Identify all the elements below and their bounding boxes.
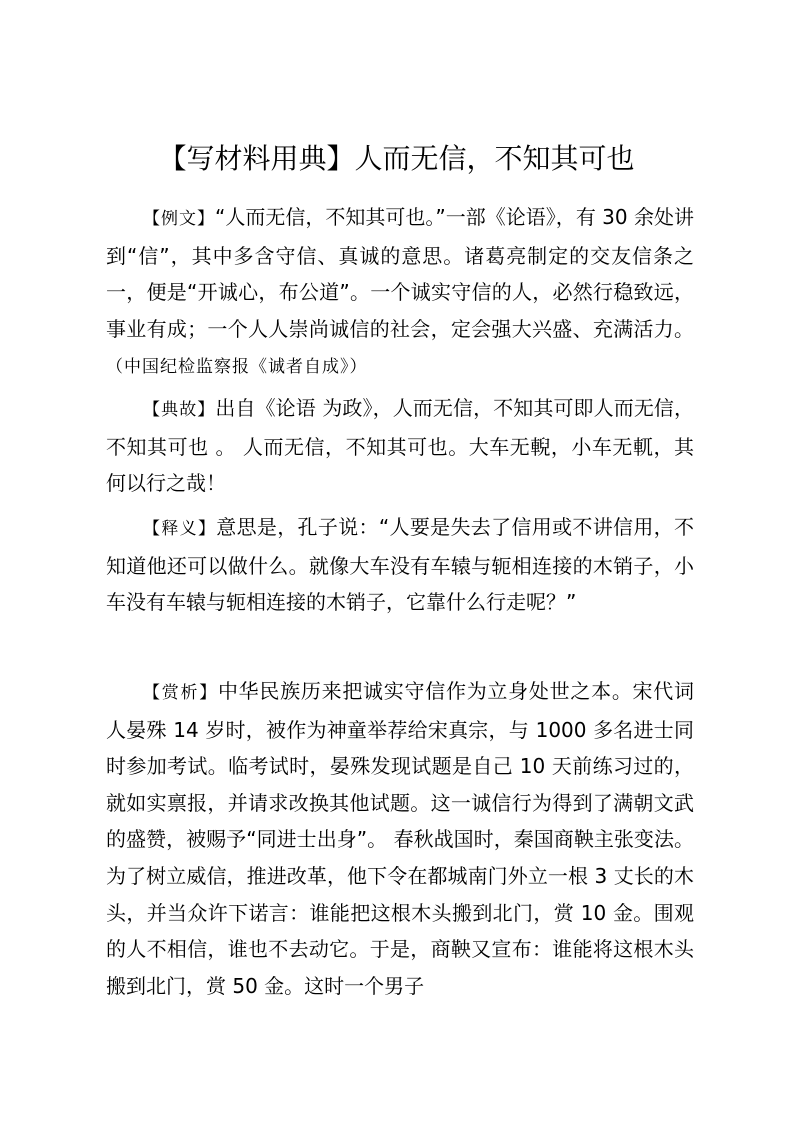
example-text: “人而无信，不知其可也。”一部《论语》，有 30 余处讲到“信”，其中多含守信、真诚的意思。诸葛亮制定的交友信条之一，便是“开诚心，布公道”。一个诚实守信的人，必然行稳致远，事业有成；一个人人崇尚诚信的社会，定会强大兴盛、充满活力。 (106, 205, 694, 341)
example-paragraph (106, 199, 694, 386)
allusion-paragraph (106, 390, 694, 502)
appreciation-text: 中华民族历来把诚实守信作为立身处世之本。宋代词人晏殊 14 岁时，被作为神童举荐给宋真宗，与 1000 多名进士同时参加考试。临考试时，晏殊发现试题是自己 10 天前练习过的，就如实禀报，并请求改换其他试题。这一诚信行为得到了满朝文武的盛赞，被赐予“同进士出身”。 春秋战国时，秦国商鞅主张变法。为了树立威信，推进改革，他下令在都城南门外立一根 3 丈长的木头，并当众许下诺言：谁能把这根木头搬到北门，赏 10 金。围观的人不相信，谁也不去动它。于是，商鞅又宣布：谁能将这根木头搬到北门，赏 50 金。这时一个男子 (106, 679, 695, 998)
allusion-text: 出自《论语 为政》，人而无信，不知其可即人而无信，不知其可也 。 人而无信，不知其可也。大车无輗，小车无軏，其何以行之哉！ (106, 396, 695, 496)
explanation-tag: 【释义】 (143, 519, 217, 539)
explanation-paragraph (106, 509, 694, 621)
example-tag: 【例文】 (143, 209, 216, 229)
page-title: 【写材料用典】人而无信，不知其可也 (158, 142, 635, 175)
example-source: （中国纪检监察报《诚者自成》） (106, 357, 368, 378)
allusion-tag: 【典故】 (143, 400, 216, 420)
explanation-text: 意思是，孔子说：“人要是失去了信用或不讲信用，不知道他还可以做什么。就像大车没有车辕与轭相连接的木销子，小车没有车辕与轭相连接的木销子，它靠什么行走呢？” (106, 515, 694, 615)
appreciation-paragraph (106, 673, 694, 1004)
appreciation-tag: 【赏析】 (143, 683, 218, 703)
